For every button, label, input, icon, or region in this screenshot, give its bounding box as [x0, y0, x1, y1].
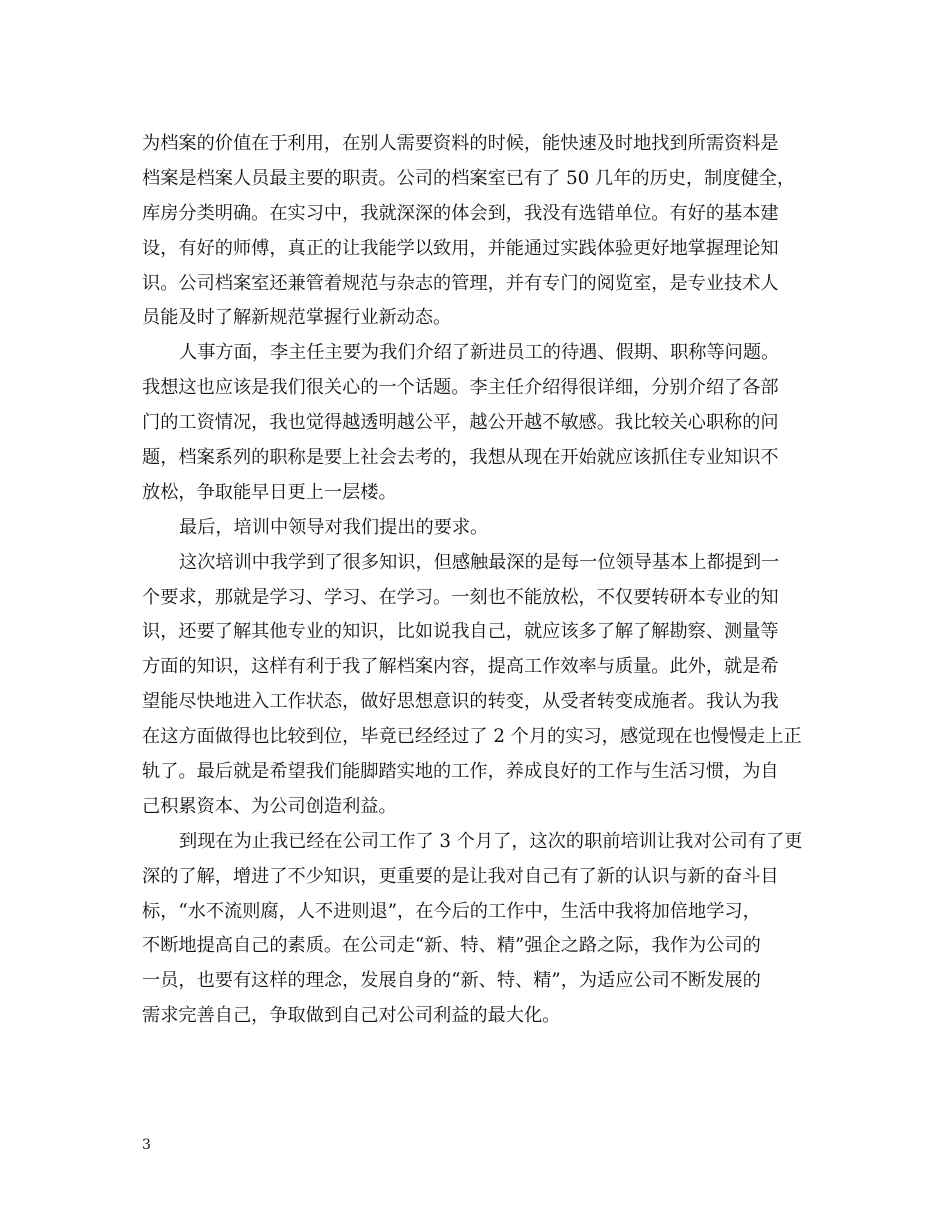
text-line: 在这方面做得也比较到位，毕竟已经经过了 2 个月的实习，感觉现在也慢慢走上正 [142, 726, 802, 748]
text-line: 轨了。最后就是希望我们能脚踏实地的工作，养成良好的工作与生活习惯，为自 [142, 761, 779, 783]
text-line: 放松，争取能早日更上一层楼。 [142, 481, 397, 503]
text-line: 不断地提高自己的素质。在公司走“新、特、精”强企之路之际，我作为公司的 [142, 935, 761, 957]
text-line: 到现在为止我已经在公司工作了 3 个月了，这次的职前培训让我对公司有了更 [179, 830, 803, 852]
text-line: 档案是档案人员最主要的职责。公司的档案室已有了 50 几年的历史，制度健全， [142, 167, 796, 189]
text-line: 需求完善自己，争取做到自己对公司利益的最大化。 [142, 1005, 561, 1027]
text-line: 门的工资情况，我也觉得越透明越公平，越公开越不敏感。我比较关心职称的问 [142, 412, 779, 434]
text-line: 个要求，那就是学习、学习、在学习。一刻也不能放松，不仅要转研本专业的知 [142, 586, 779, 608]
text-line: 这次培训中我学到了很多知识，但感触最深的是每一位领导基本上都提到一 [179, 551, 780, 573]
text-line: 望能尽快地进入工作状态，做好思想意识的转变，从受者转变成施者。我认为我 [142, 691, 779, 713]
text-line: 题，档案系列的职称是要上社会去考的，我想从现在开始就应该抓住专业知识不 [142, 447, 779, 469]
text-line: 识。公司档案室还兼管着规范与杂志的管理，并有专门的阅览室，是专业技术人 [142, 272, 779, 294]
text-line: 人事方面，李主任主要为我们介绍了新进员工的待遇、假期、职称等问题。 [179, 342, 780, 364]
text-line: 标，“水不流则腐，人不进则退”，在今后的工作中，生活中我将加倍地学习， [142, 900, 761, 922]
text-line: 我想这也应该是我们很关心的一个话题。李主任介绍得很详细，分别介绍了各部 [142, 377, 779, 399]
text-line: 最后，培训中领导对我们提出的要求。 [179, 516, 489, 538]
page-number: 3 [142, 1137, 151, 1153]
text-line: 深的了解，增进了不少知识，更重要的是让我对自己有了新的认识与新的奋斗目 [142, 865, 779, 887]
text-line: 一员，也要有这样的理念，发展自身的“新、特、精”，为适应公司不断发展的 [142, 970, 761, 992]
body-text [142, 127, 814, 1034]
text-line: 库房分类明确。在实习中，我就深深的体会到，我没有选错单位。有好的基本建 [142, 202, 779, 224]
text-line: 方面的知识，这样有利于我了解档案内容，提高工作效率与质量。此外，就是希 [142, 656, 779, 678]
text-line: 员能及时了解新规范掌握行业新动态。 [142, 307, 452, 329]
text-line: 为档案的价值在于利用，在别人需要资料的时候，能快速及时地找到所需资料是 [142, 133, 779, 154]
text-line: 识，还要了解其他专业的知识，比如说我自己，就应该多了解了解勘察、测量等 [142, 621, 779, 643]
text-line: 设，有好的师傅，真正的让我能学以致用，并能通过实践体验更好地掌握理论知 [142, 237, 779, 259]
text-line: 己积累资本、为公司创造利益。 [142, 795, 397, 817]
